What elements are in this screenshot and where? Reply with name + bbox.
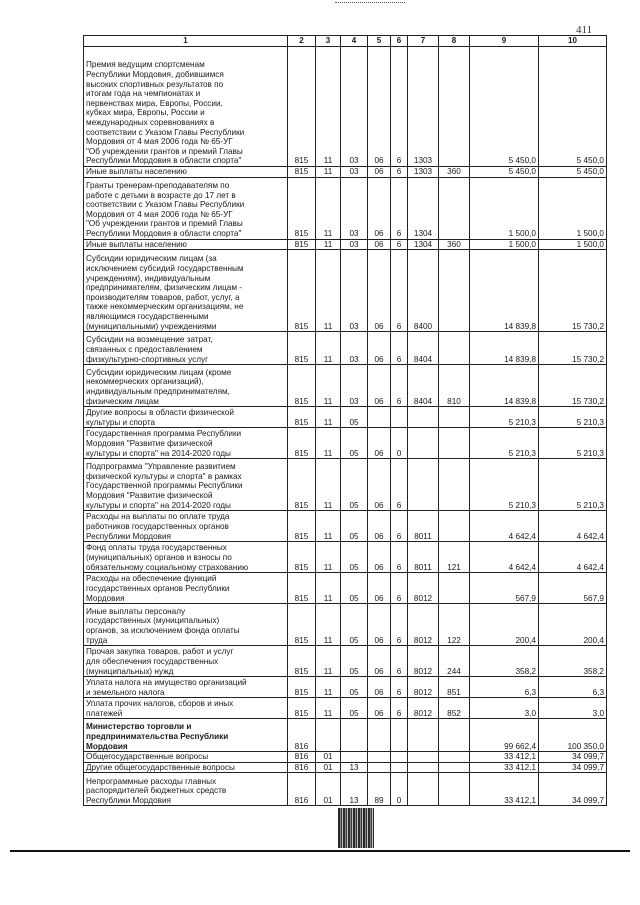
row-admin-code: 815 bbox=[288, 167, 316, 178]
row-article: 1304 bbox=[408, 239, 439, 250]
row-section: 11 bbox=[316, 167, 341, 178]
row-subprogram: 0 bbox=[391, 773, 408, 806]
row-name: Министерство торговли и предпринимательства Республики Мордовия bbox=[84, 719, 288, 752]
table-row bbox=[84, 47, 607, 167]
header-row bbox=[84, 36, 607, 47]
row-amount-year2: 1 500,0 bbox=[539, 239, 607, 250]
row-section: 11 bbox=[316, 646, 341, 677]
table-row bbox=[84, 428, 607, 459]
row-expense-type bbox=[439, 573, 470, 604]
row-subprogram: 6 bbox=[391, 698, 408, 719]
page-bottom-rule bbox=[10, 850, 630, 852]
row-program bbox=[368, 762, 391, 773]
row-section: 11 bbox=[316, 332, 341, 365]
row-subprogram bbox=[391, 407, 408, 428]
row-amount-year2: 5 210,3 bbox=[539, 428, 607, 459]
table-row bbox=[84, 542, 607, 573]
row-subsection: 05 bbox=[341, 698, 368, 719]
row-article: 1303 bbox=[408, 47, 439, 167]
row-amount-year1: 5 210,3 bbox=[470, 428, 539, 459]
scan-artifact-top bbox=[335, 2, 405, 6]
row-program bbox=[368, 719, 391, 752]
row-section: 11 bbox=[316, 698, 341, 719]
row-admin-code: 815 bbox=[288, 177, 316, 239]
row-section: 11 bbox=[316, 677, 341, 698]
row-subsection: 03 bbox=[341, 365, 368, 407]
row-admin-code: 816 bbox=[288, 762, 316, 773]
row-amount-year2: 15 730,2 bbox=[539, 332, 607, 365]
column-header: 7 bbox=[408, 36, 439, 47]
table-row bbox=[84, 698, 607, 719]
row-article bbox=[408, 407, 439, 428]
row-expense-type: 851 bbox=[439, 677, 470, 698]
row-subprogram: 6 bbox=[391, 250, 408, 332]
row-subsection: 05 bbox=[341, 604, 368, 646]
row-section: 01 bbox=[316, 773, 341, 806]
row-program: 06 bbox=[368, 604, 391, 646]
row-program: 06 bbox=[368, 459, 391, 511]
row-subsection: 03 bbox=[341, 239, 368, 250]
column-header: 4 bbox=[341, 36, 368, 47]
row-amount-year1: 6,3 bbox=[470, 677, 539, 698]
row-article: 8011 bbox=[408, 542, 439, 573]
row-amount-year1: 200,4 bbox=[470, 604, 539, 646]
row-amount-year1: 5 450,0 bbox=[470, 167, 539, 178]
row-section: 11 bbox=[316, 407, 341, 428]
row-subsection: 05 bbox=[341, 428, 368, 459]
table-row bbox=[84, 573, 607, 604]
row-subsection: 05 bbox=[341, 573, 368, 604]
row-expense-type bbox=[439, 719, 470, 752]
row-name: Гранты тренерам-преподавателям по работе с детьми в возрасте до 17 лет в соответствии с Указом Главы Республики Мордовия от 4 мая 2006 года № 65-УГ "Об учреждении грантов и премий Главы Республики Мордовия в области спорта" bbox=[84, 177, 288, 239]
row-name: Субсидии юридическим лицам (кроме некоммерческих организаций), индивидуальным предпринимателям, физическим лицам bbox=[84, 365, 288, 407]
row-amount-year1: 5 210,3 bbox=[470, 459, 539, 511]
row-amount-year1: 33 412,1 bbox=[470, 762, 539, 773]
row-name: Уплата прочих налогов, сборов и иных платежей bbox=[84, 698, 288, 719]
row-article: 1304 bbox=[408, 177, 439, 239]
row-article bbox=[408, 752, 439, 763]
row-subprogram: 6 bbox=[391, 646, 408, 677]
row-expense-type bbox=[439, 250, 470, 332]
row-program: 89 bbox=[368, 773, 391, 806]
row-expense-type bbox=[439, 47, 470, 167]
row-admin-code: 815 bbox=[288, 407, 316, 428]
table-row bbox=[84, 177, 607, 239]
row-program: 06 bbox=[368, 167, 391, 178]
row-admin-code: 816 bbox=[288, 719, 316, 752]
row-admin-code: 815 bbox=[288, 698, 316, 719]
table-row bbox=[84, 250, 607, 332]
row-amount-year1: 14 839,8 bbox=[470, 250, 539, 332]
row-amount-year2: 358,2 bbox=[539, 646, 607, 677]
row-name: Фонд оплаты труда государственных (муниципальных) органов и взносы по обязательному социальному страхованию bbox=[84, 542, 288, 573]
row-expense-type: 852 bbox=[439, 698, 470, 719]
row-program bbox=[368, 407, 391, 428]
row-subprogram bbox=[391, 752, 408, 763]
row-amount-year2: 34 099,7 bbox=[539, 752, 607, 763]
row-subprogram: 6 bbox=[391, 459, 408, 511]
row-admin-code: 815 bbox=[288, 646, 316, 677]
row-subsection: 03 bbox=[341, 177, 368, 239]
row-expense-type: 810 bbox=[439, 365, 470, 407]
row-amount-year2: 34 099,7 bbox=[539, 773, 607, 806]
row-subprogram: 6 bbox=[391, 177, 408, 239]
row-amount-year2: 15 730,2 bbox=[539, 365, 607, 407]
row-subsection: 03 bbox=[341, 332, 368, 365]
row-subprogram: 0 bbox=[391, 428, 408, 459]
row-article: 8404 bbox=[408, 365, 439, 407]
row-section: 11 bbox=[316, 239, 341, 250]
row-admin-code: 816 bbox=[288, 773, 316, 806]
row-amount-year1: 14 839,8 bbox=[470, 365, 539, 407]
row-amount-year1: 567,9 bbox=[470, 573, 539, 604]
row-section: 11 bbox=[316, 573, 341, 604]
row-amount-year2: 34 099,7 bbox=[539, 762, 607, 773]
row-expense-type: 122 bbox=[439, 604, 470, 646]
row-program: 06 bbox=[368, 511, 391, 542]
row-expense-type bbox=[439, 407, 470, 428]
row-expense-type: 360 bbox=[439, 239, 470, 250]
row-program: 06 bbox=[368, 542, 391, 573]
row-amount-year2: 3,0 bbox=[539, 698, 607, 719]
row-expense-type bbox=[439, 762, 470, 773]
row-article: 8011 bbox=[408, 511, 439, 542]
row-section: 11 bbox=[316, 604, 341, 646]
row-subsection: 05 bbox=[341, 511, 368, 542]
row-subprogram: 6 bbox=[391, 365, 408, 407]
row-subprogram: 6 bbox=[391, 542, 408, 573]
column-header: 3 bbox=[316, 36, 341, 47]
row-expense-type: 360 bbox=[439, 167, 470, 178]
table-row bbox=[84, 677, 607, 698]
row-name: Другие общегосударственные вопросы bbox=[84, 762, 288, 773]
row-article: 8012 bbox=[408, 677, 439, 698]
row-subsection: 03 bbox=[341, 167, 368, 178]
row-section: 01 bbox=[316, 762, 341, 773]
row-program: 06 bbox=[368, 250, 391, 332]
row-article: 8012 bbox=[408, 573, 439, 604]
scan-artifact-bottom bbox=[338, 808, 374, 848]
row-amount-year2: 6,3 bbox=[539, 677, 607, 698]
row-amount-year2: 567,9 bbox=[539, 573, 607, 604]
row-name: Другие вопросы в области физической культуры и спорта bbox=[84, 407, 288, 428]
row-name: Иные выплаты персоналу государственных (муниципальных) органов, за исключением фонда оплаты труда bbox=[84, 604, 288, 646]
table-row bbox=[84, 762, 607, 773]
row-amount-year2: 15 730,2 bbox=[539, 250, 607, 332]
row-section: 11 bbox=[316, 250, 341, 332]
row-program: 06 bbox=[368, 698, 391, 719]
row-expense-type: 121 bbox=[439, 542, 470, 573]
row-admin-code: 816 bbox=[288, 752, 316, 763]
row-subsection: 05 bbox=[341, 646, 368, 677]
table-row bbox=[84, 511, 607, 542]
row-admin-code: 815 bbox=[288, 677, 316, 698]
row-amount-year1: 5 210,3 bbox=[470, 407, 539, 428]
column-header: 5 bbox=[368, 36, 391, 47]
row-article: 8012 bbox=[408, 646, 439, 677]
row-name: Субсидии на возмещение затрат, связанных с предоставлением физкультурно-спортивных услуг bbox=[84, 332, 288, 365]
row-section: 11 bbox=[316, 177, 341, 239]
row-amount-year2: 4 642,4 bbox=[539, 542, 607, 573]
row-amount-year1: 99 662,4 bbox=[470, 719, 539, 752]
row-admin-code: 815 bbox=[288, 250, 316, 332]
row-name: Расходы на обеспечение функций государственных органов Республики Мордовия bbox=[84, 573, 288, 604]
row-article bbox=[408, 719, 439, 752]
row-subsection bbox=[341, 719, 368, 752]
row-amount-year2: 100 350,0 bbox=[539, 719, 607, 752]
row-program: 06 bbox=[368, 365, 391, 407]
row-amount-year1: 358,2 bbox=[470, 646, 539, 677]
budget-table bbox=[83, 35, 607, 806]
row-subprogram: 6 bbox=[391, 47, 408, 167]
row-amount-year1: 4 642,4 bbox=[470, 542, 539, 573]
column-header: 9 bbox=[470, 36, 539, 47]
table-row bbox=[84, 604, 607, 646]
row-article bbox=[408, 773, 439, 806]
table-row bbox=[84, 646, 607, 677]
row-name: Подпрограмма "Управление развитием физической культуры и спорта" в рамках Государственной программы Республики Мордовия "Развитие физической культуры и спорта" на 2014-2020 годы bbox=[84, 459, 288, 511]
row-subprogram: 6 bbox=[391, 239, 408, 250]
row-article: 8012 bbox=[408, 698, 439, 719]
row-name: Премия ведущим спортсменам Республики Мордовия, добившимся высоких спортивных результатов по итогам года на чемпионатах и первенствах мира, Европы, России, кубках мира, Европы, России и международных соревнованиях в соответствии с Указом Главы Республики Мордовия от 4 мая 2006 года № 65-УГ "Об учреждении грантов и премий Главы Республики Мордовия в области спорта" bbox=[84, 47, 288, 167]
row-subsection bbox=[341, 752, 368, 763]
row-expense-type bbox=[439, 511, 470, 542]
table-row bbox=[84, 752, 607, 763]
row-amount-year2: 4 642,4 bbox=[539, 511, 607, 542]
row-amount-year1: 33 412,1 bbox=[470, 773, 539, 806]
row-admin-code: 815 bbox=[288, 47, 316, 167]
row-program: 06 bbox=[368, 239, 391, 250]
row-name: Иные выплаты населению bbox=[84, 239, 288, 250]
row-expense-type bbox=[439, 773, 470, 806]
row-amount-year1: 4 642,4 bbox=[470, 511, 539, 542]
row-subprogram: 6 bbox=[391, 573, 408, 604]
row-admin-code: 815 bbox=[288, 365, 316, 407]
table-row bbox=[84, 719, 607, 752]
row-admin-code: 815 bbox=[288, 542, 316, 573]
row-admin-code: 815 bbox=[288, 511, 316, 542]
row-admin-code: 815 bbox=[288, 332, 316, 365]
row-admin-code: 815 bbox=[288, 459, 316, 511]
row-expense-type bbox=[439, 459, 470, 511]
column-header: 6 bbox=[391, 36, 408, 47]
table-row bbox=[84, 773, 607, 806]
row-program bbox=[368, 752, 391, 763]
row-section bbox=[316, 719, 341, 752]
table-row bbox=[84, 365, 607, 407]
row-article bbox=[408, 459, 439, 511]
row-subsection: 03 bbox=[341, 250, 368, 332]
row-section: 11 bbox=[316, 511, 341, 542]
row-program: 06 bbox=[368, 47, 391, 167]
table-row bbox=[84, 407, 607, 428]
row-amount-year1: 5 450,0 bbox=[470, 47, 539, 167]
row-admin-code: 815 bbox=[288, 239, 316, 250]
row-name: Прочая закупка товаров, работ и услуг для обеспечения государственных (муниципальных) нужд bbox=[84, 646, 288, 677]
column-header: 10 bbox=[539, 36, 607, 47]
row-subsection: 13 bbox=[341, 762, 368, 773]
row-name: Иные выплаты населению bbox=[84, 167, 288, 178]
row-article: 8400 bbox=[408, 250, 439, 332]
row-name: Субсидии юридическим лицам (за исключением субсидий государственным учреждениям), индивидуальным предпринимателям, физическим лицам - производителям товаров, работ, услуг, а также некоммерческим организациям, не являющимся государственными (муниципальными) учреждениями bbox=[84, 250, 288, 332]
row-amount-year1: 3,0 bbox=[470, 698, 539, 719]
row-admin-code: 815 bbox=[288, 573, 316, 604]
column-header: 8 bbox=[439, 36, 470, 47]
row-subsection: 05 bbox=[341, 677, 368, 698]
row-amount-year1: 1 500,0 bbox=[470, 177, 539, 239]
row-expense-type bbox=[439, 428, 470, 459]
row-program: 06 bbox=[368, 428, 391, 459]
row-amount-year1: 33 412,1 bbox=[470, 752, 539, 763]
row-program: 06 bbox=[368, 177, 391, 239]
row-amount-year1: 1 500,0 bbox=[470, 239, 539, 250]
row-amount-year2: 5 450,0 bbox=[539, 167, 607, 178]
row-expense-type bbox=[439, 752, 470, 763]
row-amount-year2: 5 210,3 bbox=[539, 459, 607, 511]
column-header: 2 bbox=[288, 36, 316, 47]
row-section: 11 bbox=[316, 459, 341, 511]
row-program: 06 bbox=[368, 646, 391, 677]
row-subsection: 05 bbox=[341, 407, 368, 428]
row-subsection: 05 bbox=[341, 459, 368, 511]
row-subsection: 13 bbox=[341, 773, 368, 806]
page-number: 411 bbox=[576, 24, 593, 36]
row-subprogram bbox=[391, 762, 408, 773]
row-article bbox=[408, 428, 439, 459]
row-section: 11 bbox=[316, 365, 341, 407]
row-subprogram: 6 bbox=[391, 511, 408, 542]
row-program: 06 bbox=[368, 332, 391, 365]
row-section: 11 bbox=[316, 428, 341, 459]
row-expense-type bbox=[439, 332, 470, 365]
row-section: 11 bbox=[316, 47, 341, 167]
table-row bbox=[84, 167, 607, 178]
row-subprogram: 6 bbox=[391, 332, 408, 365]
row-program: 06 bbox=[368, 573, 391, 604]
row-amount-year2: 200,4 bbox=[539, 604, 607, 646]
row-admin-code: 815 bbox=[288, 604, 316, 646]
column-header: 1 bbox=[84, 36, 288, 47]
table-row bbox=[84, 239, 607, 250]
row-name: Уплата налога на имущество организаций и земельного налога bbox=[84, 677, 288, 698]
row-subsection: 03 bbox=[341, 47, 368, 167]
row-name: Расходы на выплаты по оплате труда работников государственных органов Республики Мордовия bbox=[84, 511, 288, 542]
row-amount-year1: 14 839,8 bbox=[470, 332, 539, 365]
row-article: 8404 bbox=[408, 332, 439, 365]
row-subprogram: 6 bbox=[391, 604, 408, 646]
row-amount-year2: 5 450,0 bbox=[539, 47, 607, 167]
row-subprogram: 6 bbox=[391, 167, 408, 178]
row-name: Общегосударственные вопросы bbox=[84, 752, 288, 763]
row-article: 8012 bbox=[408, 604, 439, 646]
table-row bbox=[84, 459, 607, 511]
row-program: 06 bbox=[368, 677, 391, 698]
row-subsection: 05 bbox=[341, 542, 368, 573]
row-expense-type: 244 bbox=[439, 646, 470, 677]
row-article bbox=[408, 762, 439, 773]
row-name: Государственная программа Республики Мордовия "Развитие физической культуры и спорта" на 2014-2020 годы bbox=[84, 428, 288, 459]
row-section: 01 bbox=[316, 752, 341, 763]
row-subprogram: 6 bbox=[391, 677, 408, 698]
row-amount-year2: 5 210,3 bbox=[539, 407, 607, 428]
row-section: 11 bbox=[316, 542, 341, 573]
row-admin-code: 815 bbox=[288, 428, 316, 459]
row-amount-year2: 1 500,0 bbox=[539, 177, 607, 239]
table-row bbox=[84, 332, 607, 365]
row-name: Непрограммные расходы главных распорядителей бюджетных средств Республики Мордовия bbox=[84, 773, 288, 806]
row-subprogram bbox=[391, 719, 408, 752]
row-article: 1303 bbox=[408, 167, 439, 178]
row-expense-type bbox=[439, 177, 470, 239]
